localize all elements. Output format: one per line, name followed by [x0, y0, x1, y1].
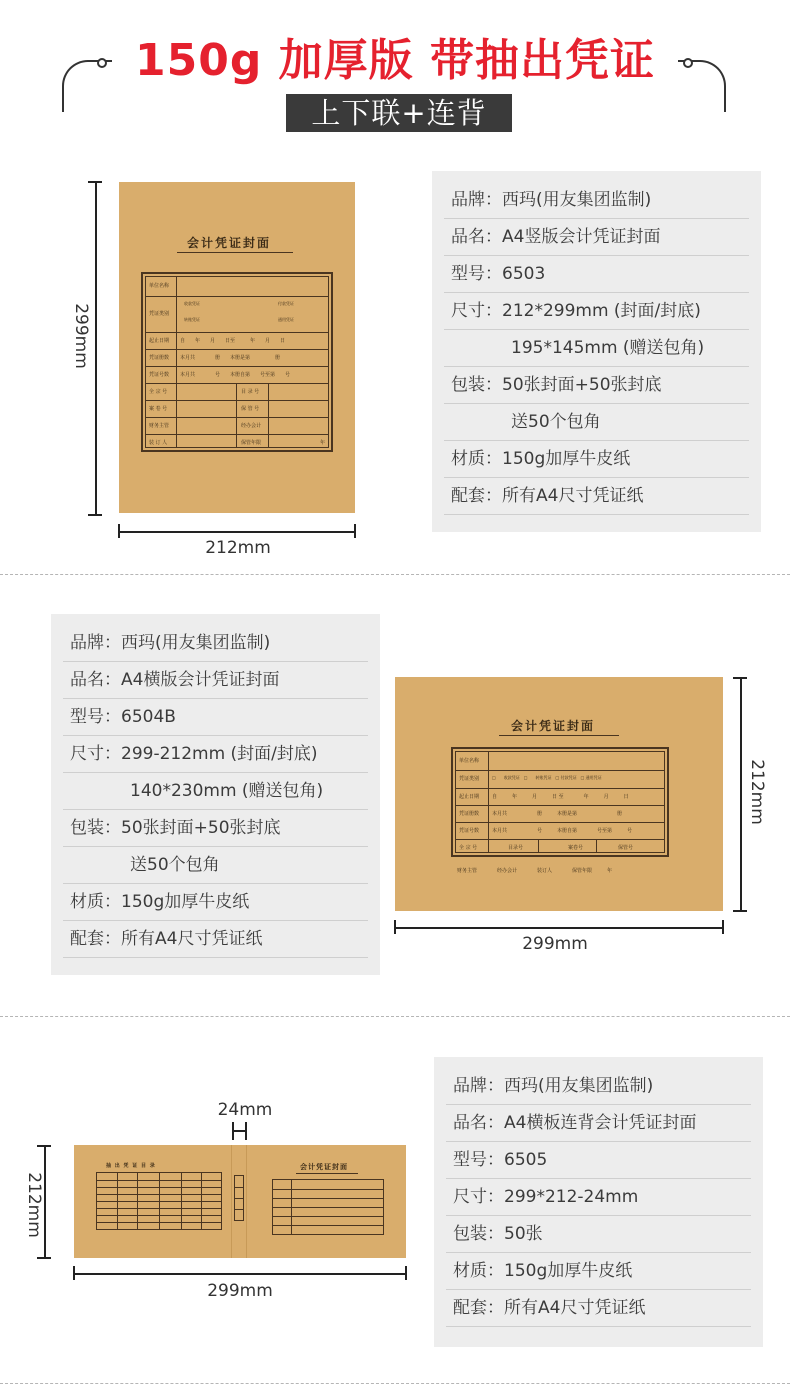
spine-dimension-line — [232, 1130, 246, 1132]
form-label: 凭证册数 — [459, 811, 480, 817]
width-dimension-label: 299mm — [522, 934, 588, 954]
cover-form-frame — [451, 747, 669, 857]
width-dimension-label: 299mm — [207, 1281, 273, 1301]
form-label: 起止日期 — [459, 794, 480, 800]
spec-panel — [432, 171, 761, 532]
section-divider — [0, 574, 790, 575]
page-subtitle: 上下联+连背 — [286, 94, 512, 132]
form-label: 凭证号数 — [459, 828, 480, 834]
form-label: 装 订 人 — [149, 440, 168, 446]
page-title: 150g 加厚版 带抽出凭证 — [112, 33, 678, 89]
form-label: 案 卷 号 — [149, 406, 168, 412]
form-line: 本月共 册 本册是第 册 — [180, 355, 281, 361]
dim-tick — [722, 920, 724, 934]
height-dimension-line — [95, 181, 97, 515]
form-option: 通用凭证 — [278, 317, 294, 322]
form-label: 年 — [320, 440, 326, 446]
height-dimension-label: 299mm — [71, 303, 91, 369]
spine — [231, 1145, 247, 1258]
spec-row-size: 尺寸：212*299mm (封面/封底) — [444, 293, 749, 330]
cover-form-frame — [141, 272, 333, 452]
spec-row-packaging-extra: 送50个包角 — [63, 847, 368, 884]
spec-row-compatible: 配套：所有A4尺寸凭证纸 — [444, 478, 749, 515]
spine-dimension-label: 24mm — [217, 1100, 273, 1120]
spec-row-packaging-extra: 送50个包角 — [444, 404, 749, 441]
form-label: 目 录 号 — [241, 389, 260, 395]
spec-row-packaging: 包装：50张 — [446, 1216, 751, 1253]
spec-row-brand: 品牌：西玛(用友集团监制) — [63, 625, 368, 662]
form-line: □ 收款凭证 □ 转账凭证 □ 付款凭证 □ 通用凭证 — [492, 775, 602, 780]
section-divider — [0, 1016, 790, 1017]
form-label: 保 管 号 — [241, 406, 260, 412]
section-divider — [0, 1383, 790, 1384]
spec-row-compatible: 配套：所有A4尺寸凭证纸 — [446, 1290, 751, 1327]
form-label: 凭证类别 — [149, 311, 170, 317]
form-label: 全 宗 号 — [459, 845, 478, 851]
spec-row-material: 材质：150g加厚牛皮纸 — [63, 884, 368, 921]
form-line: 本月共 号 本册自第 号至第 号 — [180, 372, 291, 378]
form-option: 转账凭证 — [184, 317, 200, 322]
spec-row-size-extra: 195*145mm (赠送包角) — [444, 330, 749, 367]
form-label: 案卷号 — [568, 845, 584, 851]
header-right-dot — [683, 58, 693, 68]
height-dimension-line — [740, 677, 742, 912]
header-left-dot — [97, 58, 107, 68]
height-dimension-label: 212mm — [24, 1172, 44, 1238]
spec-row-brand: 品牌：西玛(用友集团监制) — [446, 1068, 751, 1105]
form-label: 单位名称 — [149, 283, 170, 289]
spec-row-material: 材质：150g加厚牛皮纸 — [446, 1253, 751, 1290]
form-label: 凭证号数 — [149, 372, 170, 378]
back-table-frame — [96, 1172, 222, 1230]
wrap-cover-image — [74, 1145, 406, 1258]
cover-title: 会计凭证封面 — [511, 719, 596, 733]
spec-panel — [434, 1057, 763, 1347]
spec-row-name: 品名：A4竖版会计凭证封面 — [444, 219, 749, 256]
spec-row-material: 材质：150g加厚牛皮纸 — [444, 441, 749, 478]
form-label: 目录号 — [508, 845, 524, 851]
spec-row-size: 尺寸：299*212-24mm — [446, 1179, 751, 1216]
cover-title: 会计凭证封面 — [187, 236, 272, 250]
form-label: 经办会计 — [241, 423, 262, 429]
cover-title: 会计凭证封面 — [300, 1162, 348, 1171]
spec-row-size-extra: 140*230mm (赠送包角) — [63, 773, 368, 810]
portrait-cover-image — [119, 182, 355, 513]
spec-row-name: 品名：A4横板连背会计凭证封面 — [446, 1105, 751, 1142]
spec-row-model: 型号：6504B — [63, 699, 368, 736]
form-line: 本月共 号 本册自第 号至第 号 — [492, 828, 633, 834]
dim-tick — [733, 910, 747, 912]
spec-row-size: 尺寸：299-212mm (封面/封底) — [63, 736, 368, 773]
width-dimension-line — [73, 1273, 407, 1275]
cover-title-underline — [296, 1173, 358, 1174]
form-label: 起止日期 — [149, 338, 170, 344]
form-line: 本月共 册 本册是第 册 — [492, 811, 623, 817]
spec-panel — [51, 614, 380, 975]
dim-tick — [405, 1266, 407, 1280]
cover-title-underline — [499, 735, 619, 736]
form-option: 收款凭证 — [184, 301, 200, 306]
form-line: 自 年 月 日 至 年 月 日 — [492, 794, 629, 800]
spec-row-packaging: 包装：50张封面+50张封底 — [63, 810, 368, 847]
form-label: 财务主管 — [149, 423, 170, 429]
width-dimension-line — [394, 927, 724, 929]
height-dimension-label: 212mm — [747, 759, 767, 825]
width-dimension-label: 212mm — [205, 538, 271, 558]
form-label: 凭证册数 — [149, 355, 170, 361]
dim-tick — [88, 514, 102, 516]
back-title: 抽 出 凭 证 目 录 — [106, 1163, 156, 1169]
form-line: 自 年 月 日至 年 月 日 — [180, 338, 286, 344]
landscape-cover-image — [395, 677, 723, 911]
spec-row-name: 品名：A4横版会计凭证封面 — [63, 662, 368, 699]
cover-title-underline — [177, 252, 293, 253]
form-footer: 财务主管 经办会计 装订人 保管年限 年 — [457, 868, 613, 874]
form-label: 保管年限 — [241, 440, 262, 446]
spec-row-compatible: 配套：所有A4尺寸凭证纸 — [63, 921, 368, 958]
form-label: 保管号 — [618, 845, 634, 851]
dim-tick — [37, 1257, 51, 1259]
dim-tick — [354, 524, 356, 538]
spec-row-model: 型号：6505 — [446, 1142, 751, 1179]
width-dimension-line — [118, 531, 356, 533]
dim-tick — [245, 1122, 247, 1140]
height-dimension-line — [44, 1145, 46, 1259]
form-option: 付款凭证 — [278, 301, 294, 306]
form-label: 凭证类别 — [459, 776, 480, 782]
spec-row-model: 型号：6503 — [444, 256, 749, 293]
form-label: 单位名称 — [459, 758, 480, 764]
form-label: 全 宗 号 — [149, 389, 168, 395]
spec-row-packaging: 包装：50张封面+50张封底 — [444, 367, 749, 404]
cover-form-frame — [272, 1179, 384, 1235]
spec-row-brand: 品牌：西玛(用友集团监制) — [444, 182, 749, 219]
